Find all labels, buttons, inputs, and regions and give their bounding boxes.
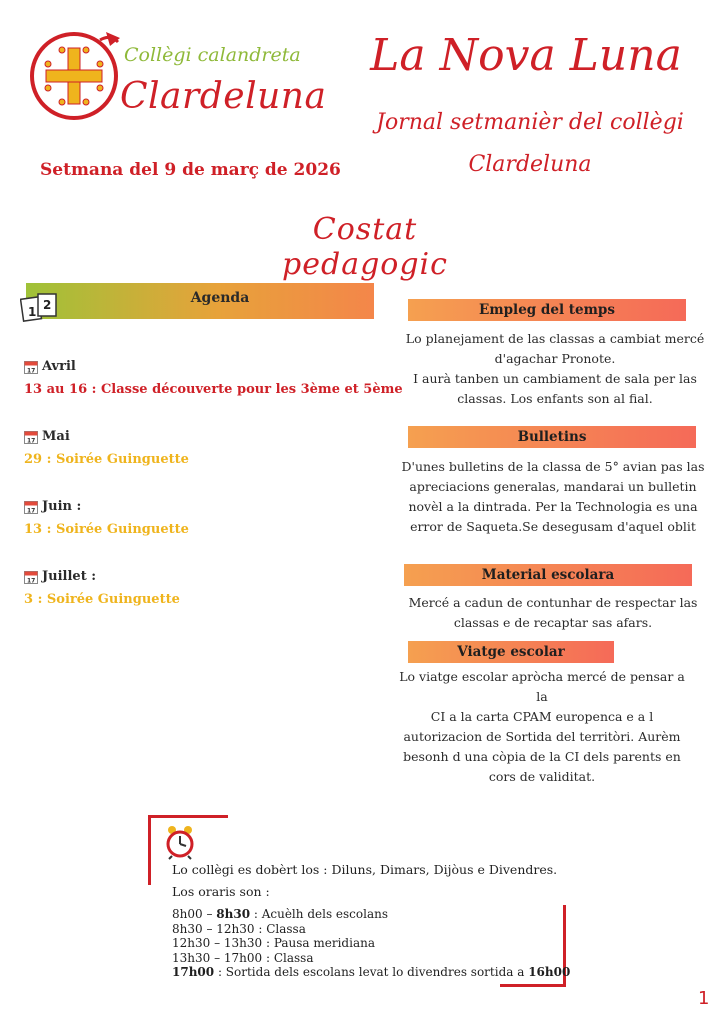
agenda-month-label: Juillet : bbox=[42, 569, 97, 584]
text-line: autorizacion de Sortida del territòri. Aurèm bbox=[403, 729, 681, 744]
box-title-bulletins: Bulletins bbox=[408, 426, 696, 448]
text-line: I aurà tanben un cambiament de sala per las bbox=[413, 371, 697, 386]
open-days-text: Lo collègi es dobèrt los : Diluns, Dimars, Dijòus e Divendres. bbox=[172, 862, 558, 877]
hours-intro: Los oraris son : bbox=[172, 884, 270, 899]
box-text-viatge bbox=[392, 667, 692, 787]
agenda-event: 29 : Soirée Guinguette bbox=[24, 452, 189, 467]
text-line: classas e de recaptar sas afars. bbox=[453, 615, 653, 630]
frame-line bbox=[148, 815, 228, 818]
text-line: D'unes bulletins de la classa de 5° avian pas las bbox=[401, 459, 705, 474]
page-number: 1 bbox=[698, 988, 710, 1009]
text-line: Lo viatge escolar apròcha mercé de pensar a la bbox=[399, 669, 685, 704]
agenda-month bbox=[24, 429, 70, 444]
schedule-row: 17h00 : Sortida dels escolans levat lo divendres sortida a 16h00 bbox=[172, 965, 571, 979]
text-line: CI a la carta CPAM europenca e a l bbox=[430, 709, 654, 724]
svg-text:17: 17 bbox=[27, 507, 36, 514]
agenda-title: Agenda bbox=[190, 290, 250, 306]
svg-text:17: 17 bbox=[27, 577, 36, 584]
schedule-row: 8h30 – 12h30 : Classa bbox=[172, 921, 306, 936]
agenda-event: 3 : Soirée Guinguette bbox=[24, 592, 180, 607]
text-line: Mercé a cadun de contunhar de respectar las bbox=[408, 595, 698, 610]
subtitle-line-2: Clardeluna bbox=[468, 152, 592, 177]
svg-text:17: 17 bbox=[27, 367, 36, 374]
section-title: Costat pedagogic bbox=[282, 212, 448, 282]
occitan-cross-logo bbox=[28, 30, 120, 122]
schedule-row: 12h30 – 13h30 : Pausa meridiana bbox=[172, 936, 375, 950]
agenda-month-label: Juin : bbox=[42, 499, 82, 514]
box-title-empleg: Empleg del temps bbox=[408, 299, 686, 321]
agenda-month bbox=[24, 499, 81, 514]
box-title-viatge: Viatge escolar bbox=[408, 641, 614, 663]
logo-top-text: Collègi calandreta bbox=[124, 44, 301, 66]
text-line: Lo planejament de las classas a cambiat mercé bbox=[405, 331, 705, 346]
box-text-empleg bbox=[400, 329, 710, 409]
schedule-row: 8h00 – 8h30 : Acuèlh dels escolans bbox=[172, 907, 388, 921]
agenda-event: 13 : Soirée Guinguette bbox=[24, 522, 189, 537]
newspaper-title: La Nova Luna bbox=[370, 30, 682, 81]
text-line: novèl a la dintrada. Per la Technologia es una bbox=[408, 499, 698, 514]
agenda-month-label: Avril bbox=[42, 359, 76, 374]
newspaper-subtitle bbox=[360, 102, 700, 186]
calendar-digit-2: 2 bbox=[43, 298, 52, 312]
text-line: classas. Los enfants son al fial. bbox=[457, 391, 653, 406]
calendar-icon bbox=[24, 570, 38, 584]
text-line: besonh d una còpia de la CI dels parents en bbox=[403, 749, 681, 764]
text-line: apreciacions generalas, mandarai un bulletin bbox=[409, 479, 697, 494]
frame-line bbox=[148, 815, 151, 885]
agenda-month bbox=[24, 359, 76, 374]
schedule-row: 13h30 – 17h00 : Classa bbox=[172, 950, 314, 965]
calendar-icon bbox=[20, 290, 60, 324]
text-line: cors de validitat. bbox=[488, 769, 596, 784]
schedule-list bbox=[172, 907, 570, 980]
frame-line bbox=[500, 984, 566, 987]
calendar-icon bbox=[24, 360, 38, 374]
svg-text:17: 17 bbox=[27, 437, 36, 444]
week-heading: Setmana del 9 de març de 2026 bbox=[40, 160, 341, 180]
subtitle-line-1: Jornal setmanièr del collègi bbox=[376, 110, 684, 135]
agenda-month bbox=[24, 569, 96, 584]
calendar-digit-1: 1 bbox=[28, 305, 37, 319]
logo-bottom-text: Clardeluna bbox=[120, 76, 327, 117]
agenda-month-label: Mai bbox=[42, 429, 70, 444]
calendar-icon bbox=[24, 500, 38, 514]
text-line: d'agachar Pronote. bbox=[494, 351, 616, 366]
box-text-material bbox=[398, 593, 708, 633]
box-text-bulletins bbox=[398, 457, 708, 537]
alarm-clock-icon bbox=[164, 824, 196, 860]
text-line: error de Saqueta.Se desegusam d'aquel oblit bbox=[410, 519, 696, 534]
box-title-material: Material escolara bbox=[404, 564, 692, 586]
agenda-event: 13 au 16 : Classe découverte pour les 3ème et 5ème bbox=[24, 382, 403, 397]
calendar-icon bbox=[24, 430, 38, 444]
